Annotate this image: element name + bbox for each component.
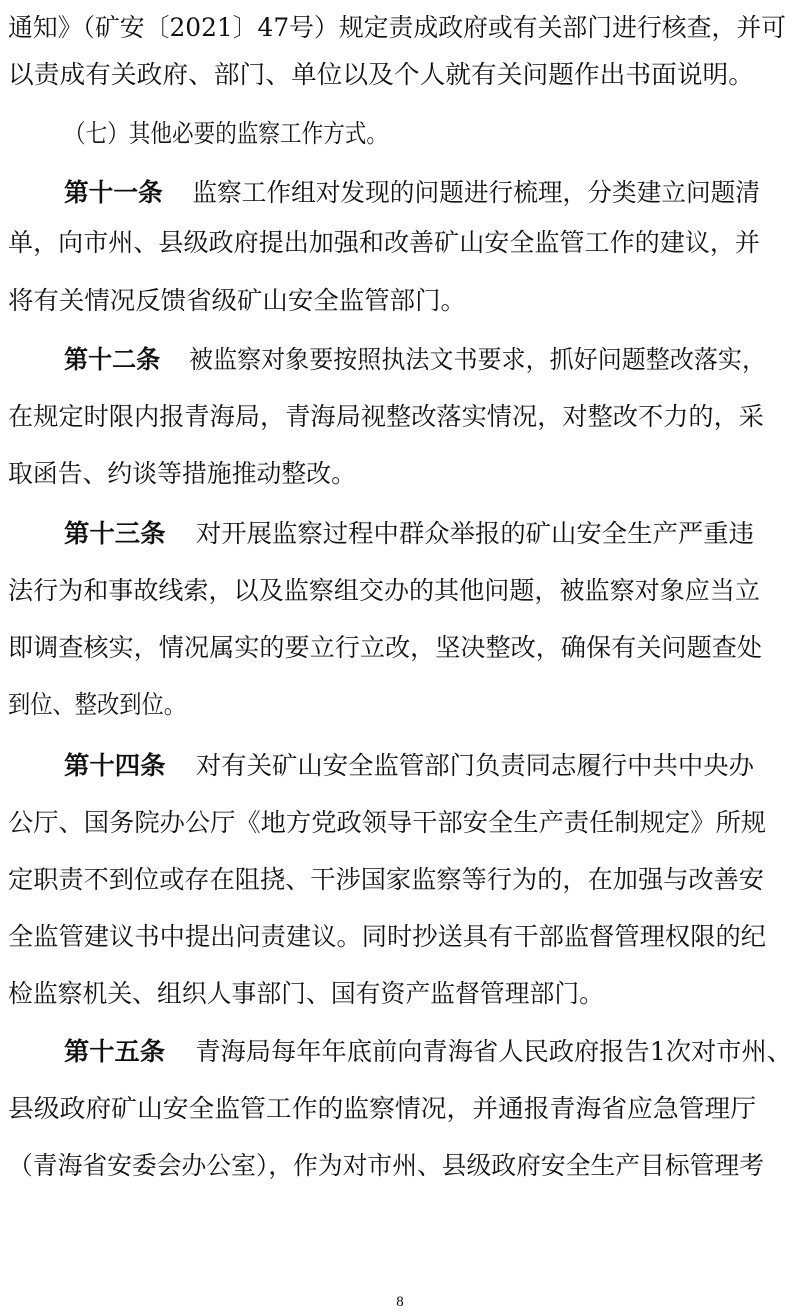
line-text: 定职责不到位或存在阻挠、干涉国家监察等行为的，在加强与改善安 [8, 865, 764, 894]
text-line-content [8, 1087, 756, 1131]
text-line-l03 [0, 112, 800, 156]
line-text: 将有关情况反馈省级矿山安全监管部门。 [8, 286, 466, 315]
line-text: 即调查核实，情况属实的要立行立改，坚决整改，确保有关问题查处 [8, 633, 763, 662]
line-text: 被监察对象要按照执法文书要求，抓好问题整改落实， [189, 345, 766, 374]
text-line-content [8, 915, 766, 959]
text-line-content [64, 512, 754, 556]
line-text: 取函告、约谈等措施推动整改。 [8, 459, 356, 488]
line-text: （青海省安委会办公室），作为对市州、县级政府安全生产目标管理考 [8, 1151, 764, 1180]
text-line-l14 [0, 744, 800, 788]
article-number: 第十三条 [64, 519, 166, 548]
line-text: 对开展监察过程中群众举报的矿山安全生产严重违 [195, 519, 754, 548]
text-line-content [64, 744, 754, 788]
text-line-l20 [0, 1087, 800, 1131]
text-line-l16 [0, 858, 800, 902]
line-text: 检监察机关、组织人事部门、国有资产监督管理部门。 [8, 979, 604, 1008]
text-line-l11 [0, 569, 800, 613]
line-text: 单，向市州、县级政府提出加强和改善矿山安全监管工作的建议，并 [8, 228, 760, 257]
text-line-content [8, 858, 764, 902]
text-line-content [8, 626, 762, 670]
text-line-l10 [0, 512, 800, 556]
text-line-l13 [0, 683, 800, 727]
text-line-l07 [0, 338, 800, 382]
text-line-l21 [0, 1144, 800, 1188]
line-text: 公厅、国务院办公厅《地方党政领导干部安全生产责任制规定》所规 [8, 808, 766, 837]
line-text: 法行为和事故线索，以及监察组交办的其他问题，被监察对象应当立 [8, 576, 760, 605]
line-text: （七）其他必要的监察工作方式。 [64, 119, 388, 148]
text-line-content [8, 395, 764, 439]
line-text: 在规定时限内报青海局，青海局视整改落实情况，对整改不力的，采 [8, 402, 764, 431]
line-text: 以责成有关政府、部门、单位以及个人就有关问题作出书面说明。 [8, 60, 754, 89]
text-line-l18 [0, 972, 800, 1016]
text-line-content [8, 6, 786, 50]
article-number: 第十五条 [64, 1037, 165, 1066]
text-line-content [8, 569, 760, 613]
article-number: 第十四条 [64, 751, 166, 780]
page-number: 8 [396, 1294, 404, 1310]
article-number: 第十二条 [64, 345, 161, 374]
text-line-content [8, 221, 760, 265]
text-line-l02 [0, 53, 800, 97]
line-text: 县级政府矿山安全监管工作的监察情况，并通报青海省应急管理厅 [8, 1094, 756, 1123]
text-line-content [64, 112, 388, 156]
text-line-content [8, 801, 766, 845]
text-line-content [64, 1030, 792, 1074]
text-line-content [64, 338, 766, 382]
line-text: 青海局每年年底前向青海省人民政府报告1次对市州、 [195, 1037, 792, 1066]
line-text: 全监管建议书中提出问责建议。同时抄送具有干部监督管理权限的纪 [8, 922, 766, 951]
text-line-content [8, 452, 356, 496]
line-text: 通知》（矿安〔2021〕47号）规定责成政府或有关部门进行核查，并可 [8, 13, 786, 42]
line-text: 对有关矿山安全监管部门负责同志履行中共中央办 [195, 751, 754, 780]
text-line-l01 [0, 6, 800, 50]
text-line-content [8, 279, 466, 323]
article-number: 第十一条 [64, 178, 163, 207]
text-line-content [8, 972, 604, 1016]
text-line-l05 [0, 221, 800, 265]
line-text: 到位、整改到位。 [8, 690, 186, 719]
text-line-content [64, 171, 760, 215]
text-line-content [8, 1144, 764, 1188]
line-text: 监察工作组对发现的问题进行梳理，分类建立问题清 [192, 178, 760, 207]
text-line-l09 [0, 452, 800, 496]
text-line-l17 [0, 915, 800, 959]
text-line-l04 [0, 171, 800, 215]
text-line-l19 [0, 1030, 800, 1074]
text-line-l15 [0, 801, 800, 845]
text-line-l12 [0, 626, 800, 670]
text-line-l08 [0, 395, 800, 439]
text-line-content [8, 683, 186, 727]
text-line-content [8, 53, 754, 97]
text-line-l06 [0, 279, 800, 323]
